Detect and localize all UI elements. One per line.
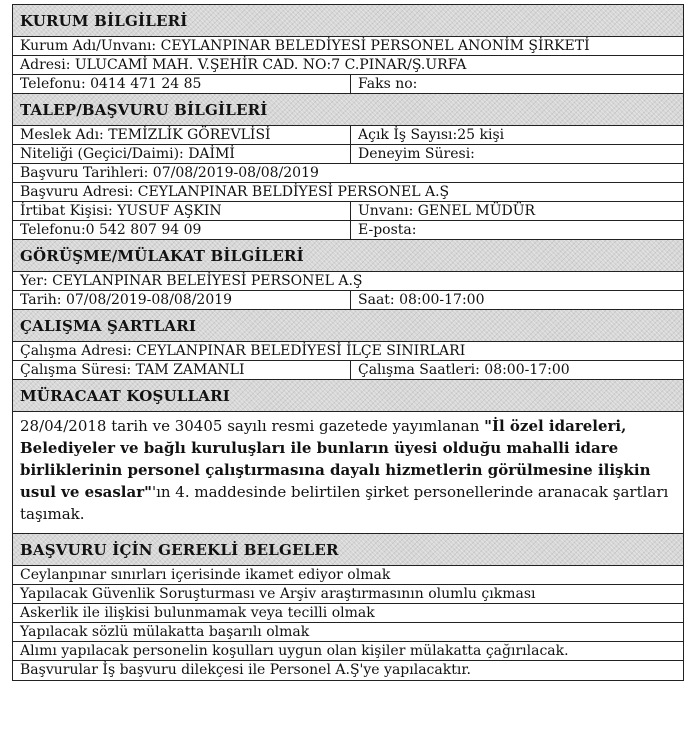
gorusme-yer: Yer: CEYLANPINAR BELEİYESİ PERSONEL A.Ş [20,273,363,289]
table-row [13,202,683,221]
job-posting-table [12,4,684,681]
belge-item-5: Alımı yapılacak personelin koşulları uygun olan kişiler mülakatta çağırılacak. [20,643,569,659]
table-row [13,56,683,75]
table-row [13,342,683,361]
list-item [13,642,683,661]
basvuru-adresi: Başvuru Adresi: CEYLANPINAR BELDİYESİ PERSONEL A.Ş [20,184,450,200]
table-row [13,37,683,56]
list-item [13,623,683,642]
e-posta: E-posta: [358,222,417,238]
table-row [13,75,683,94]
belge-item-1: Ceylanpınar sınırları içerisinde ikamet ediyor olmak [20,567,391,583]
list-item [13,585,683,604]
muracaat-text-1: 28/04/2018 tarih ve 30405 sayılı resmi gazetede yayımlanan [20,417,485,435]
belge-item-6: Başvurular İş başvuru dilekçesi ile Personel A.Ş'ye yapılacaktır. [20,662,471,678]
muracaat-text-2: 'ın 4. maddesinde belirtilen şirket personellerinde aranacak şartları taşımak. [20,483,669,523]
meslek-adi: Meslek Adı: TEMİZLİK GÖREVLİSİ [13,126,351,144]
calisma-saatleri: Çalışma Saatleri: 08:00-17:00 [358,362,570,378]
list-item [13,661,683,680]
muracaat-bold-text: "İl özel idareleri, Belediyeler ve bağlı kuruluşları ile bunların üyesi olduğu mahalli idare birliklerinin personel çalıştırmasına dayalı hizmetlerin görülmesine ilişkin usul ve esaslar" [20,417,651,501]
irtibat-telefon: Telefonu:0 542 807 94 09 [13,221,351,239]
table-row [13,164,683,183]
gorusme-saat: Saat: 08:00-17:00 [358,292,485,308]
section-header-gorusme: GÖRÜŞME/MÜLAKAT BİLGİLERİ [13,240,683,272]
kurum-telefon: Telefonu: 0414 471 24 85 [13,75,351,93]
section-header-belgeler: BAŞVURU İÇİN GEREKLİ BELGELER [13,534,683,566]
belge-item-2: Yapılacak Güvenlik Soruşturması ve Arşiv araştırmasının olumlu çıkması [20,586,536,602]
table-row [13,291,683,310]
niteligi: Niteliği (Geçici/Daimi): DAİMİ [13,145,351,163]
irtibat-kisisi: İrtibat Kişisi: YUSUF AŞKIN [13,202,351,220]
section-header-kurum: KURUM BİLGİLERİ [13,5,683,37]
belge-item-4: Yapılacak sözlü mülakatta başarılı olmak [20,624,310,640]
deneyim-suresi: Deneyim Süresi: [358,146,475,162]
calisma-suresi: Çalışma Süresi: TAM ZAMANLI [13,361,351,379]
kurum-adres: Adresi: ULUCAMİ MAH. V.ŞEHİR CAD. NO:7 C.PINAR/Ş.URFA [20,57,467,73]
section-header-talep: TALEP/BAŞVURU BİLGİLERİ [13,94,683,126]
calisma-adresi: Çalışma Adresi: CEYLANPINAR BELEDİYESİ İLÇE SINIRLARI [20,343,466,359]
table-row [13,221,683,240]
gorusme-tarih: Tarih: 07/08/2019-08/08/2019 [13,291,351,309]
section-header-muracaat: MÜRACAAT KOŞULLARI [13,380,683,412]
list-item [13,566,683,585]
muracaat-paragraph [13,412,683,534]
belge-item-3: Askerlik ile ilişkisi bulunmamak veya tecilli olmak [20,605,375,621]
table-row [13,361,683,380]
acik-is-sayisi: Açık İş Sayısı:25 kişi [358,127,505,143]
section-header-calisma: ÇALIŞMA ŞARTLARI [13,310,683,342]
kurum-adi: Kurum Adı/Unvanı: CEYLANPINAR BELEDİYESİ PERSONEL ANONİM ŞİRKETİ [20,38,590,54]
kurum-faks: Faks no: [358,76,418,92]
unvan: Unvanı: GENEL MÜDÜR [358,203,536,219]
basvuru-tarihleri: Başvuru Tarihleri: 07/08/2019-08/08/2019 [20,165,319,181]
table-row [13,126,683,145]
list-item [13,604,683,623]
table-row [13,272,683,291]
table-row [13,183,683,202]
table-row [13,145,683,164]
